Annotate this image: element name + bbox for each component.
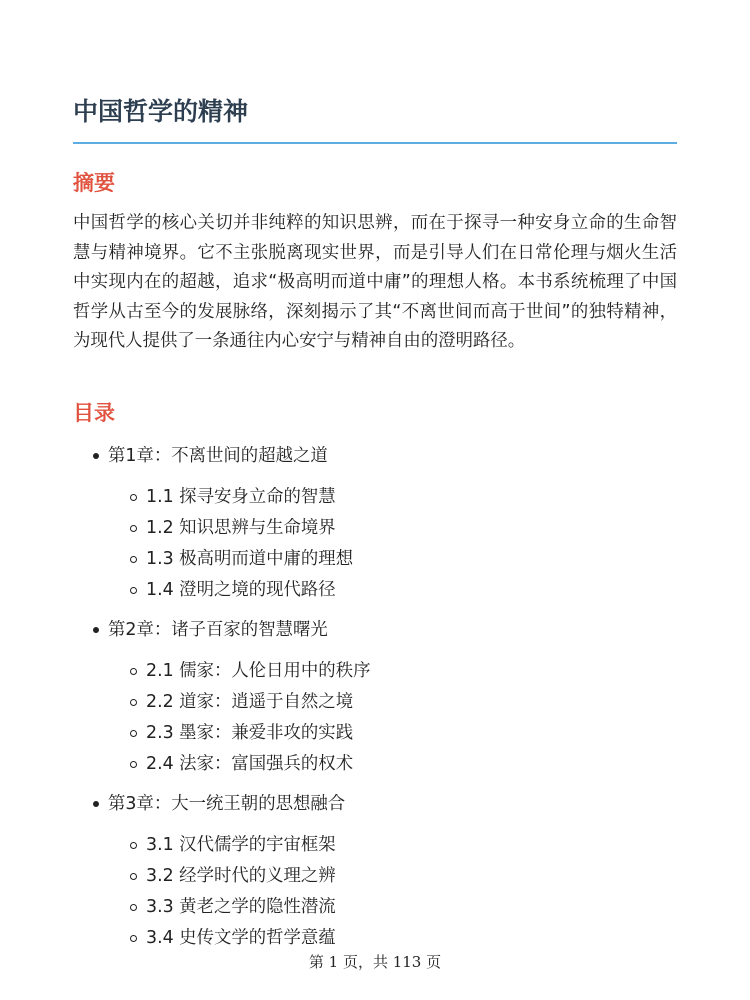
bullet-circle-icon (130, 842, 137, 849)
toc-section-2-1-label: 2.1 儒家：人伦日用中的秩序 (146, 661, 371, 681)
toc-chapter-2-row (108, 614, 677, 646)
title-divider (73, 142, 677, 144)
toc-chapter-1-sections (108, 482, 677, 606)
table-of-contents (73, 440, 677, 954)
bullet-circle-icon (130, 494, 137, 501)
toc-section-3-2-label: 3.2 经学时代的义理之辨 (146, 866, 336, 886)
bullet-circle-icon (130, 904, 137, 911)
toc-chapter-2-sections (108, 656, 677, 780)
toc-section-1-1-label: 1.1 探寻安身立命的智慧 (146, 487, 336, 507)
toc-chapter-2-label: 第2章：诸子百家的智慧曙光 (108, 620, 328, 640)
bullet-disc-icon (93, 627, 99, 633)
bullet-circle-icon (130, 730, 137, 737)
toc-chapter-3 (73, 788, 677, 954)
bullet-circle-icon (130, 587, 137, 594)
toc-section-3-4-label: 3.4 史传文学的哲学意蕴 (146, 928, 336, 948)
toc-section-3-3 (146, 892, 677, 923)
toc-section-1-4 (146, 575, 677, 606)
document-title: 中国哲学的精神 (73, 97, 249, 126)
toc-section-1-4-label: 1.4 澄明之境的现代路径 (146, 580, 336, 600)
toc-chapter-2 (73, 614, 677, 780)
toc-section-2-2 (146, 687, 677, 718)
bullet-circle-icon (130, 556, 137, 563)
bullet-circle-icon (130, 668, 137, 675)
abstract-heading: 摘要 (73, 171, 115, 195)
toc-section-3-4 (146, 923, 677, 954)
toc-section-1-3-label: 1.3 极高明而道中庸的理想 (146, 549, 354, 569)
toc-heading: 目录 (73, 401, 115, 425)
bullet-circle-icon (130, 761, 137, 768)
toc-section-3-1 (146, 830, 677, 861)
toc-section-3-2 (146, 861, 677, 892)
toc-section-3-1-label: 3.1 汉代儒学的宇宙框架 (146, 835, 336, 855)
toc-chapter-1 (73, 440, 677, 606)
toc-section-1-2-label: 1.2 知识思辨与生命境界 (146, 518, 336, 538)
toc-section-1-1 (146, 482, 677, 513)
page-number-footer: 第 1 页，共 113 页 (308, 953, 442, 971)
toc-section-2-3-label: 2.3 墨家：兼爱非攻的实践 (146, 723, 354, 743)
toc-section-1-2 (146, 513, 677, 544)
abstract-text: 中国哲学的核心关切并非纯粹的知识思辨，而在于探寻一种安身立命的生命智慧与精神境界。它不主张脱离现实世界，而是引导人们在日常伦理与烟火生活中实现内在的超越，追求“极高明而道中庸”的理想人格。本书系统梳理了中国哲学从古至今的发展脉络，深刻揭示了其“不离世间而高于世间”的独特精神，为现代人提供了一条通往内心安宁与精神自由的澄明路径。 (73, 213, 677, 352)
toc-chapter-1-label: 第1章：不离世间的超越之道 (108, 446, 328, 466)
bullet-circle-icon (130, 525, 137, 532)
bullet-disc-icon (93, 801, 99, 807)
toc-section-1-3 (146, 544, 677, 575)
toc-section-2-2-label: 2.2 道家：逍遥于自然之境 (146, 692, 354, 712)
toc-section-2-3 (146, 718, 677, 749)
toc-chapter-3-sections (108, 830, 677, 954)
toc-chapter-1-row (108, 440, 677, 472)
bullet-circle-icon (130, 699, 137, 706)
toc-section-2-1 (146, 656, 677, 687)
toc-chapter-3-label: 第3章：大一统王朝的思想融合 (108, 794, 346, 814)
toc-section-2-4-label: 2.4 法家：富国强兵的权术 (146, 754, 354, 774)
toc-chapter-3-row (108, 788, 677, 820)
bullet-disc-icon (93, 453, 99, 459)
toc-section-3-3-label: 3.3 黄老之学的隐性潜流 (146, 897, 336, 917)
bullet-circle-icon (130, 935, 137, 942)
bullet-circle-icon (130, 873, 137, 880)
toc-section-2-4 (146, 749, 677, 780)
